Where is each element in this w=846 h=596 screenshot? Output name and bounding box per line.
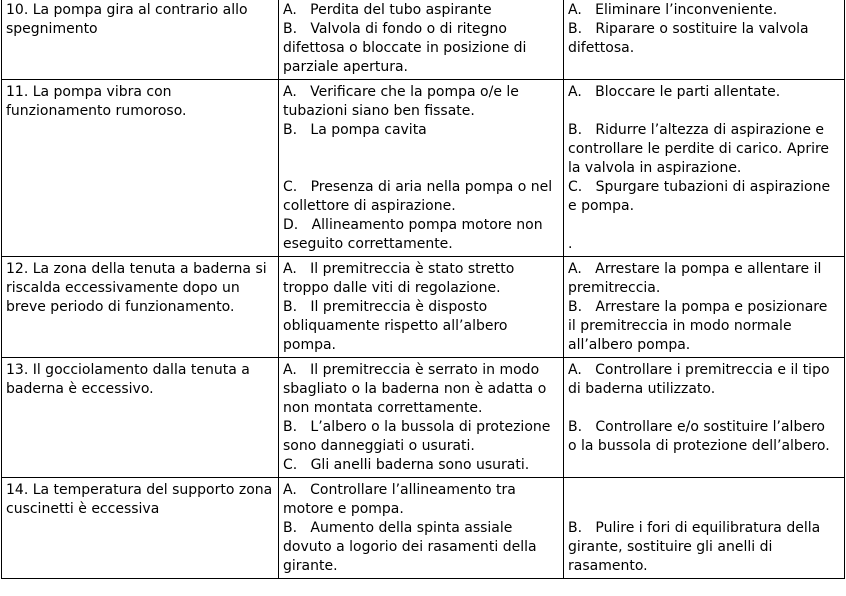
text-line: difettosa. (568, 40, 635, 56)
text-line (568, 102, 841, 121)
text-line: girante. (283, 558, 338, 574)
text-line: e pompa. (568, 198, 635, 214)
text-line: troppo dalle viti di regolazione. (283, 280, 501, 296)
text-line: o la bussola di protezione dell’albero. (568, 438, 830, 454)
text-line (283, 140, 560, 159)
text-line: motore e pompa. (283, 501, 404, 517)
text-line: all’albero pompa. (568, 337, 691, 353)
text-line: cuscinetti è eccessiva (6, 501, 160, 517)
text-line: A. Il premitreccia è stato stretto (283, 261, 515, 277)
troubleshooting-table (1, 0, 845, 579)
text-line: C. Spurgare tubazioni di aspirazione (568, 179, 831, 195)
text-line: sono danneggiati o usurati. (283, 438, 475, 454)
text-line: B. Ridurre l’altezza di aspirazione e (568, 122, 825, 138)
causes-cell (279, 478, 564, 579)
remedies-cell (564, 257, 845, 358)
text-line: premitreccia. (568, 280, 661, 296)
text-line: sbagliato o la baderna non è adatta o (283, 381, 547, 397)
text-line: il premitreccia in modo normale (568, 318, 792, 334)
text-line (568, 481, 841, 500)
text-line: tubazioni siano ben fissate. (283, 103, 475, 119)
text-line: collettore di aspirazione. (283, 198, 456, 214)
text-line: obliquamente rispetto all’albero pompa. (283, 318, 512, 353)
text-line: girante, sostituire gli anelli di (568, 539, 773, 555)
problem-cell (2, 80, 279, 257)
text-line: la valvola in aspirazione. (568, 160, 742, 176)
text-line: A. Controllare l’allineamento tra (283, 482, 516, 498)
text-line: controllare le perdite di carico. Aprire (568, 141, 830, 157)
text-line (568, 399, 841, 418)
problem-cell (2, 257, 279, 358)
table-row (2, 0, 845, 80)
text-line: eseguito correttamente. (283, 236, 453, 252)
text-line: B. L’albero o la bussola di protezione (283, 419, 551, 435)
text-line: A. Bloccare le parti allentate. (568, 84, 781, 100)
text-line: B. Riparare o sostituire la valvola (568, 21, 809, 37)
text-line: rasamento. (568, 558, 648, 574)
causes-cell (279, 358, 564, 478)
text-line: A. Il premitreccia è serrato in modo (283, 362, 540, 378)
text-line: baderna è eccessivo. (6, 381, 154, 397)
text-line: . (568, 236, 573, 252)
table-row (2, 358, 845, 478)
text-line: spegnimento (6, 21, 98, 37)
text-line: 12. La zona della tenuta a baderna si (6, 261, 267, 277)
text-line: A. Arrestare la pompa e allentare il (568, 261, 822, 277)
causes-cell (279, 257, 564, 358)
problem-cell (2, 0, 279, 80)
text-line (568, 216, 841, 235)
text-line: 10. La pompa gira al contrario allo (6, 2, 248, 18)
table-row (2, 478, 845, 579)
text-line: B. La pompa cavita (283, 122, 427, 138)
text-line (568, 500, 841, 519)
text-line: D. Allineamento pompa motore non (283, 217, 543, 233)
text-line: riscalda eccessivamente dopo un (6, 280, 240, 296)
text-line: 11. La pompa vibra con (6, 84, 172, 100)
problem-cell (2, 478, 279, 579)
text-line: parziale apertura. (283, 59, 408, 75)
text-line: dovuto a logorio dei rasamenti della (283, 539, 537, 555)
text-line: 14. La temperatura del supporto zona (6, 482, 273, 498)
causes-cell (279, 80, 564, 257)
text-line: B. Pulire i fori di equilibratura della (568, 520, 821, 536)
remedies-cell (564, 358, 845, 478)
problem-cell (2, 358, 279, 478)
remedies-cell (564, 478, 845, 579)
table-row (2, 80, 845, 257)
text-line: A. Eliminare l’inconveniente. (568, 2, 778, 18)
text-line: non montata correttamente. (283, 400, 483, 416)
text-line: A. Perdita del tubo aspirante (283, 2, 492, 18)
text-line: 13. Il gocciolamento dalla tenuta a (6, 362, 250, 378)
remedies-cell (564, 80, 845, 257)
causes-cell (279, 0, 564, 80)
text-line: breve periodo di funzionamento. (6, 299, 235, 315)
text-line: A. Verificare che la pompa o/e le (283, 84, 519, 100)
text-line (283, 159, 560, 178)
remedies-cell (564, 0, 845, 80)
text-line: C. Presenza di aria nella pompa o nel (283, 179, 553, 195)
text-line: B. Controllare e/o sostituire l’albero (568, 419, 825, 435)
text-line: funzionamento rumoroso. (6, 103, 187, 119)
text-line: B. Arrestare la pompa e posizionare (568, 299, 828, 315)
text-line: B. Aumento della spinta assiale (283, 520, 513, 536)
text-line: B. Valvola di fondo o di ritegno (283, 21, 507, 37)
text-line: A. Controllare i premitreccia e il tipo (568, 362, 830, 378)
text-line: B. Il premitreccia è disposto (283, 299, 488, 315)
text-line: C. Gli anelli baderna sono usurati. (283, 457, 530, 473)
text-line: difettosa o bloccate in posizione di (283, 40, 527, 56)
table-row (2, 257, 845, 358)
text-line: di baderna utilizzato. (568, 381, 716, 397)
